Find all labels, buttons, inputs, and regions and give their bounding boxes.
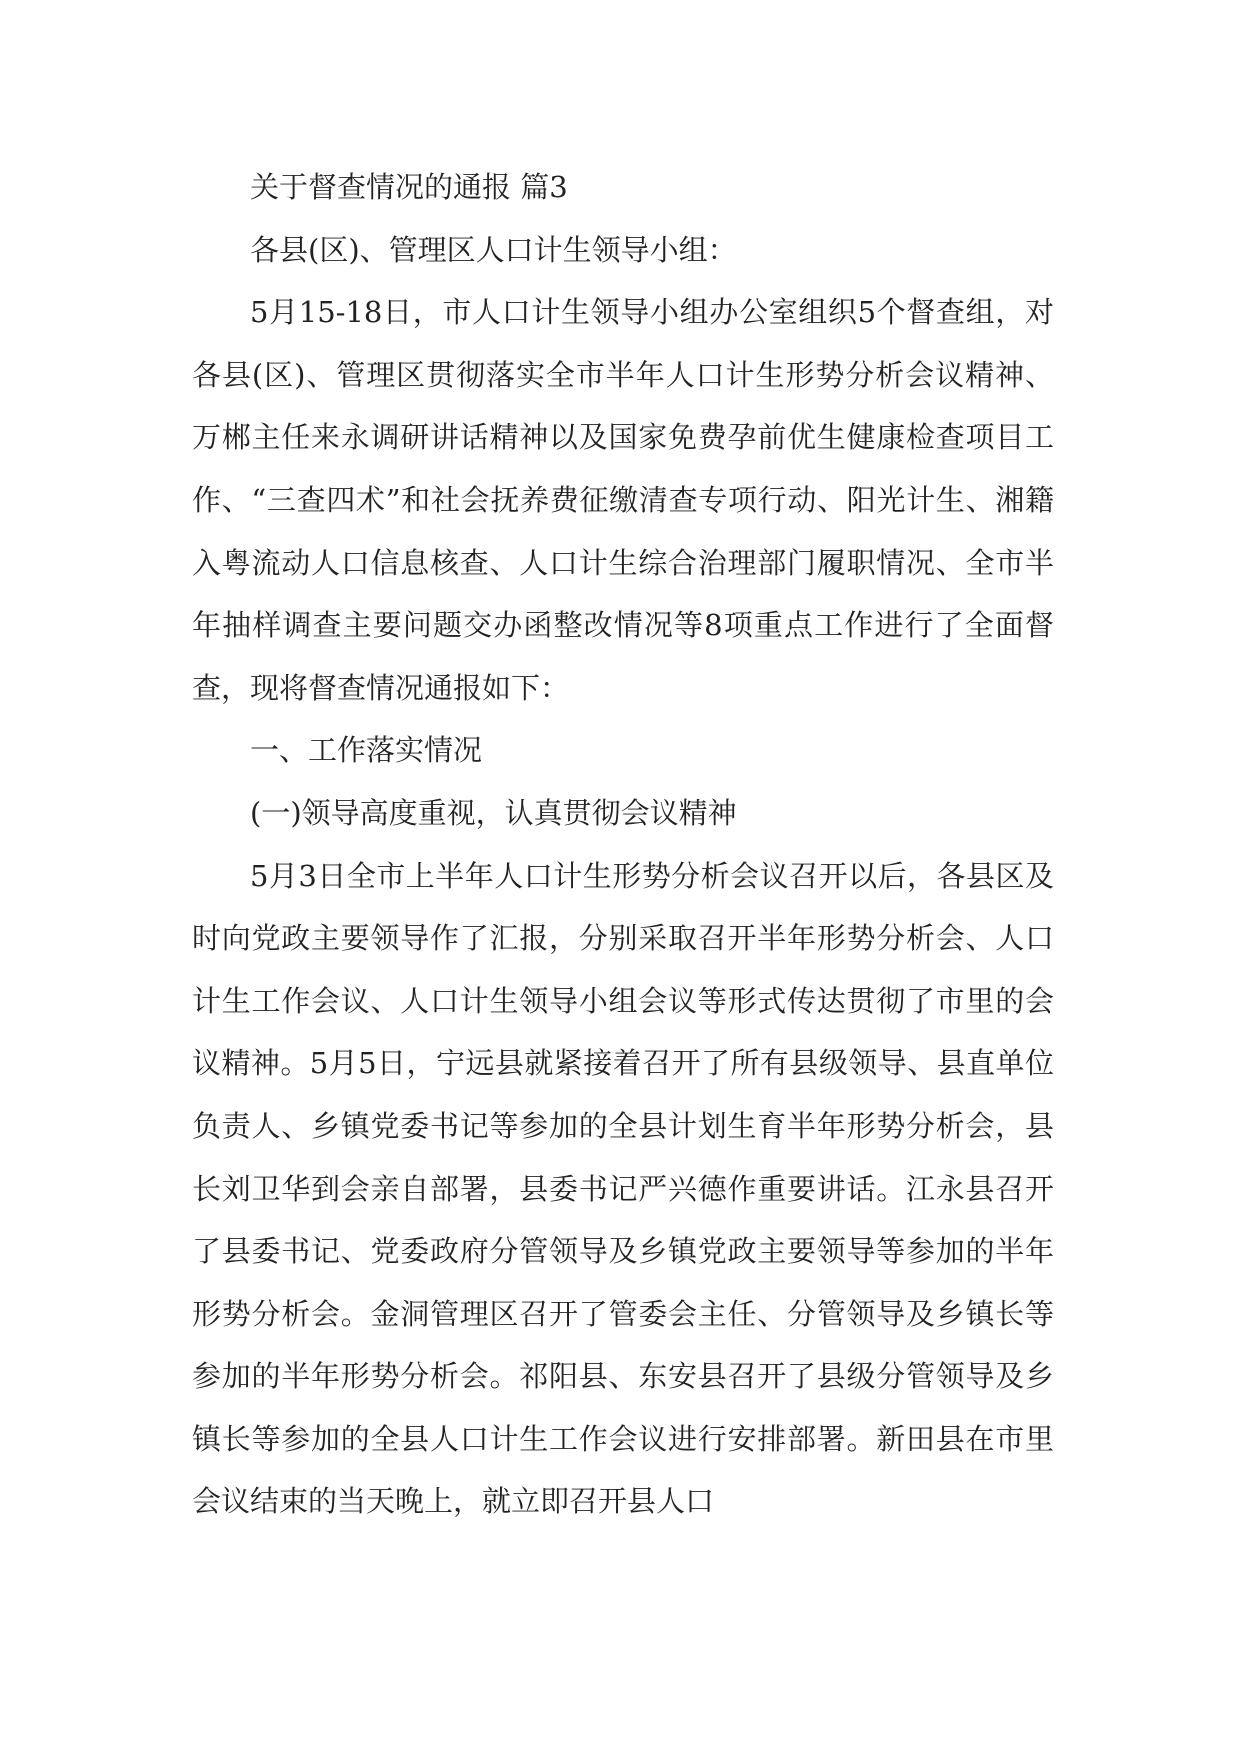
section-heading: 一、工作落实情况 xyxy=(250,733,483,768)
subsection-heading: (一)领导高度重视，认真贯彻会议精神 xyxy=(250,795,737,830)
body-paragraph: 5月3日全市上半年人口计生形势分析会议召开以后，各县区及时向党政主要领导作了汇报，分别采取召开半年形势分析会、人口计生工作会议、人口计生领导小组会议等形式传达贯彻了市里的会议精神。5月5日，宁远县就紧接着召开了所有县级领导、县直单位负责人、乡镇党委书记等参加的全县计划生育半年形势分析会，县长刘卫华到会亲自部署，县委书记严兴德作重要讲话。江永县召开了县委书记、党委政府分管领导及乡镇党政主要领导等参加的半年形势分析会。金洞管理区召开了管委会主任、分管领导及乡镇长等参加的半年形势分析会。祁阳县、东安县召开了县级分管领导及乡镇长等参加的全县人口计生工作会议进行安排部署。新田县在市里会议结束的当天晚上，就立即召开县人口 xyxy=(192,858,1054,1519)
document-content xyxy=(192,156,1054,1533)
document-title: 关于督查情况的通报 篇3 xyxy=(250,170,568,204)
intro-paragraph: 5月15-18日，市人口计生领导小组办公室组织5个督查组，对各县(区)、管理区贯彻落实全市半年人口计生形势分析会议精神、万郴主任来永调研讲话精神以及国家免费孕前优生健康检查项目工作、“三查四术”和社会抚养费征缴清查专项行动、阳光计生、湘籍入粤流动人口信息核查、人口计生综合治理部门履职情况、全市半年抽样调查主要问题交办函整改情况等8项重点工作进行了全面督查，现将督查情况通报如下： xyxy=(192,295,1054,705)
document-salutation: 各县(区)、管理区人口计生领导小组： xyxy=(250,232,737,267)
